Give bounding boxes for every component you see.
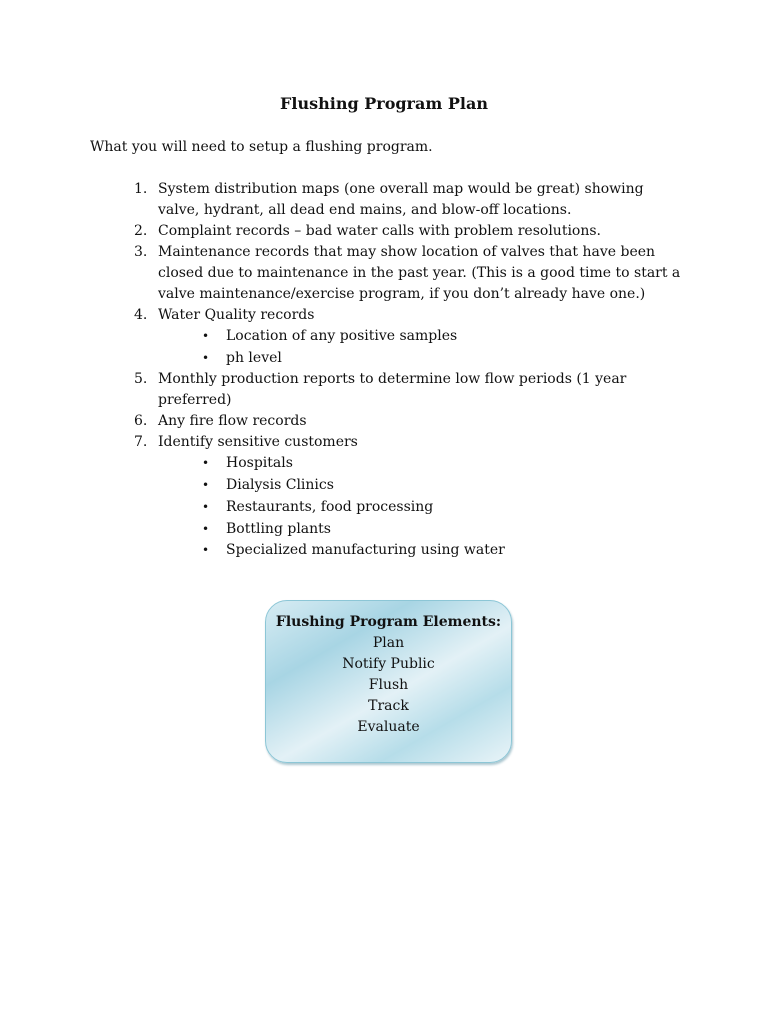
- list-item-number: 4.: [134, 307, 148, 323]
- sub-list-item: [0, 348, 768, 370]
- sub-list-item: [0, 475, 768, 497]
- bullet-icon: •: [202, 329, 210, 343]
- sub-list-item: [0, 497, 768, 519]
- page-title: Flushing Program Plan: [280, 94, 488, 113]
- bullet-icon: •: [202, 350, 210, 365]
- sub-list-item-text: Bottling plants: [226, 520, 331, 537]
- box-line-plan: Plan: [372, 635, 405, 651]
- bullet-icon: •: [202, 499, 210, 514]
- sub-list-item: [0, 326, 768, 348]
- list-item-number: 2.: [134, 223, 148, 239]
- sub-list-item-text: Specialized manufacturing using water: [226, 542, 505, 559]
- box-heading: Flushing Program Elements:: [275, 614, 502, 630]
- list-item: [0, 369, 688, 411]
- list-item-text: Water Quality records: [158, 307, 315, 323]
- box-line-evaluate: Evaluate: [357, 719, 420, 735]
- list-item: [0, 305, 688, 326]
- bullet-icon: •: [202, 521, 210, 536]
- sub-list-item-text: Location of any positive samples: [226, 328, 458, 344]
- list-item-number: 6.: [134, 413, 148, 430]
- intro-text: What you will need to setup a flushing program.: [90, 139, 433, 155]
- sub-list-item-text: Dialysis Clinics: [226, 477, 334, 494]
- list-item-text: Any fire flow records: [158, 413, 307, 430]
- list-item-text: Monthly production reports to determine low flow periods (1 year preferred): [158, 371, 627, 409]
- box-line-notify-public: Notify Public: [342, 656, 435, 672]
- bullet-icon: •: [202, 478, 210, 493]
- list-item-number: 3.: [134, 244, 148, 260]
- requirements-list: [0, 179, 768, 562]
- list-item: [0, 432, 688, 453]
- sub-list-item-text: ph level: [226, 349, 282, 366]
- sub-list-item: [0, 540, 768, 562]
- list-item-number: 1.: [134, 181, 148, 197]
- sub-list-item: [0, 453, 768, 475]
- bullet-icon: •: [202, 543, 210, 558]
- list-item: [0, 179, 688, 221]
- list-item-text: Complaint records – bad water calls with problem resolutions.: [158, 223, 601, 239]
- sub-list-item: [0, 519, 768, 541]
- list-item-text: System distribution maps (one overall map would be great) showing valve, hydrant, all dead end mains, and blow-off locations.: [158, 181, 644, 218]
- list-item-text: Maintenance records that may show location of valves that have been closed due to maintenance in the past year. (This is a good time to start a valve maintenance/exercise program, if you don’t already have one.): [158, 244, 681, 302]
- box-line-flush: Flush: [368, 677, 409, 693]
- list-item: [0, 242, 688, 305]
- sub-list-item-text: Restaurants, food processing: [226, 498, 434, 515]
- list-item-number: 5.: [134, 371, 148, 388]
- list-item-text: Identify sensitive customers: [158, 434, 358, 451]
- list-item: [0, 221, 688, 242]
- list-item: [0, 411, 688, 432]
- box-line-track: Track: [368, 698, 409, 714]
- sub-list-item-text: Hospitals: [226, 455, 293, 472]
- list-item-number: 7.: [134, 434, 148, 451]
- bullet-icon: •: [202, 456, 210, 471]
- program-elements-box: [265, 600, 512, 763]
